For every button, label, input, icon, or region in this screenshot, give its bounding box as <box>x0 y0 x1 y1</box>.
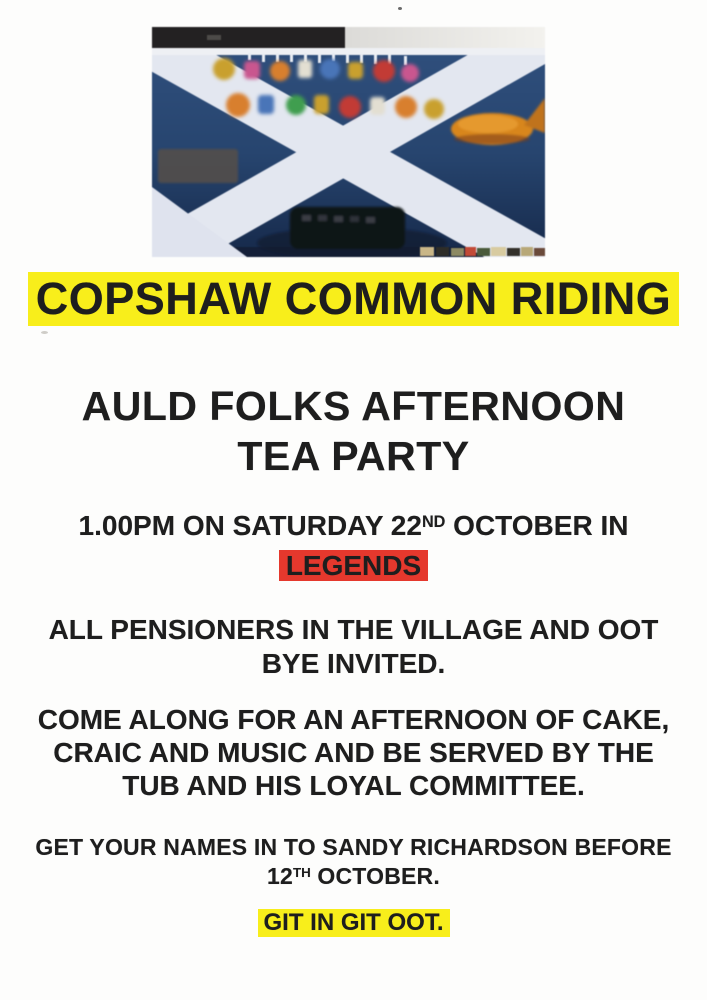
scan-speck <box>398 7 402 10</box>
invite-paragraph <box>0 613 707 681</box>
details-line-1: COME ALONG FOR AN AFTERNOON OF CAKE, <box>37 704 670 735</box>
bottom-right-noise <box>420 247 545 256</box>
details-line-3: TUB AND HIS LOYAL COMMITTEE. <box>122 770 585 801</box>
details-paragraph <box>0 703 707 802</box>
black-banner <box>152 27 345 49</box>
rsvp-paragraph <box>0 833 707 894</box>
banner-glint <box>207 35 221 40</box>
invite-line-1: ALL PENSIONERS IN THE VILLAGE AND OOT <box>48 614 659 645</box>
date-line <box>0 508 707 548</box>
date-suffix: OCTOBER IN <box>445 510 629 541</box>
rsvp-ordinal: TH <box>293 865 311 881</box>
date-prefix: 1.00PM ON SATURDAY 22 <box>78 510 422 541</box>
sky-strip <box>345 27 545 49</box>
heading-line-1: AULD FOLKS AFTERNOON <box>81 383 626 429</box>
rsvp-line-1: GET YOUR NAMES IN TO SANDY RICHARDSON BEFORE <box>35 834 672 860</box>
rsvp-date: 12 <box>267 863 294 889</box>
footer-slogan: GIT IN GIT OOT. <box>258 909 450 937</box>
invite-line-2: BYE INVITED. <box>261 648 446 679</box>
date-ordinal: ND <box>421 512 446 531</box>
rsvp-suffix: OCTOBER. <box>310 863 440 889</box>
venue-row <box>0 548 707 583</box>
saltire-flag-photo <box>152 27 545 257</box>
dark-patch <box>158 149 238 183</box>
scan-speck <box>41 331 48 334</box>
venue-highlight: LEGENDS <box>279 550 428 581</box>
heading-line-2: TEA PARTY <box>237 433 470 479</box>
white-strip <box>152 48 545 55</box>
event-heading <box>0 381 707 481</box>
title-row <box>0 272 707 326</box>
page-title: COPSHAW COMMON RIDING <box>28 272 680 326</box>
details-line-2: CRAIC AND MUSIC AND BE SERVED BY THE <box>53 737 654 768</box>
footer-row <box>0 908 707 937</box>
